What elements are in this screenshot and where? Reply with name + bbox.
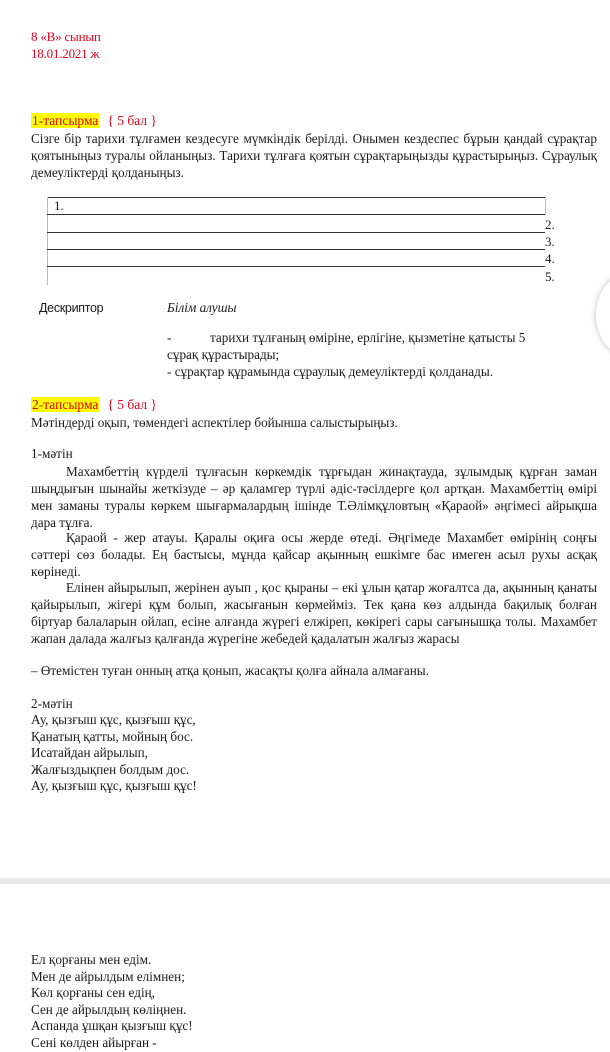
poem-line: Аспанда ұшқан қызғыш құс!: [31, 1018, 193, 1034]
descriptor-label: Дескриптор: [39, 301, 104, 315]
answer-line-2: [47, 232, 545, 233]
descriptor-item-1-dash: -: [167, 330, 172, 345]
task2-points: { 5 бал }: [107, 397, 157, 412]
text2-label: 2-мәтін: [31, 696, 73, 711]
descriptor-item-1-cont: сұрақ құрастырады;: [167, 347, 280, 362]
poem-line: Сені көлден айырған -: [31, 1034, 157, 1050]
answer-line-number: 5.: [545, 269, 555, 284]
answer-line-top: [47, 197, 545, 198]
task1-points: { 5 бал }: [107, 113, 157, 128]
descriptor-item-1: тарихи тұлғаның өміріне, ерлігіне, қызметіне қатысты 5: [210, 330, 526, 345]
poem-line: Мен де айрылдым елімнен;: [31, 968, 185, 984]
task1-heading: [31, 113, 157, 129]
poem-line: Қанатың қатты, мойның бос.: [31, 728, 194, 744]
text1-label: 1-мәтін: [31, 446, 73, 461]
task2-heading: [31, 397, 157, 413]
answer-line-number: 4.: [545, 251, 555, 266]
answer-line-4: [47, 266, 545, 267]
answer-line-number: 1.: [54, 198, 64, 213]
task1-instruction: Сізге бір тарихи тұлғамен кездесуге мүмкіндік берілді. Онымен кездеспес бұрын қандай сұрақтар қоятыныңыз туралы ойланыңыз. Тарихи тұлғаға қоятын сұрақтарыңызды құрастырыңыз. Сұраулық демеуліктерді қолданыңыз.: [31, 131, 597, 180]
document-page-2: [0, 884, 610, 1050]
class-line: 8 «В» сынып: [31, 29, 101, 44]
text1-paragraph-2: Қараой - жер атауы. Қаралы оқиға осы жерде өтеді. Әңгімеде Махамбет өмірінің соңғы сәттері сөз болады. Ең бастысы, мұнда қайсар ақынның ешкімге бас имеген асыл рухы асқақ көрінеді.: [31, 530, 597, 579]
text1-paragraph-3: Елінен айырылып, жерінен ауып , қос қыраны – екі ұлын қатар жоғалтса да, ақынның қанаты қайырылып, жігері құм болып, жасығанын көрмейміз. Тек қана көз алдында бақилық болған біртуар балаларын ойлап, есіне алғанда жүрегі елжіреп, көкірегі сары сағынышқа толы. Махамбет жапан далада жалғыз қалғанда жүрегіне жебедей қадалатын жалғыз жарасы: [31, 580, 597, 646]
task2-instruction: Мәтіндерді оқып, төмендегі аспектілер бойынша салыстырыңыз.: [31, 415, 398, 430]
poem-line: Ау, қызғыш құс, қызғыш құс!: [31, 778, 197, 794]
poem-stanza-2: [31, 952, 193, 1052]
poem-line: Исатайдан айрылып,: [31, 745, 148, 761]
answer-line-number: 3.: [545, 234, 555, 249]
poem-line: Ел қорғаны мен едім.: [31, 952, 152, 967]
answer-line-number: 2.: [545, 217, 555, 232]
descriptor-learner: Білім алушы: [167, 300, 237, 315]
date-line: 18.01.2021 ж: [31, 46, 100, 61]
poem-stanza-1: [31, 712, 197, 795]
task1-title: 1-тапсырма: [32, 113, 99, 128]
text1-paragraph-4: – Өтемістен туған онның атқа қонып, жасақты қолға айнала алмағаны.: [31, 663, 429, 678]
answer-box-right: [545, 197, 546, 215]
answer-box-left: [47, 197, 48, 285]
poem-line: Жалғыздықпен болдым дос.: [31, 761, 190, 777]
poem-line: Көл қорғаны сен едің,: [31, 985, 155, 1001]
answer-line-1: [47, 214, 545, 215]
text1-paragraph-1: Махамбеттің күрделі тұлғасын көркемдік тұрғыдан жинақтауда, зұлымдық құрған заман шыңдығын шынайы жеткізуде – әр қаламгер түрлі әдіс-тәсілдерге қол артқан. Махамбеттің өмірі мен заманы туралы көркем шығармалардың ішінде Т.Әлімқұловтың «Қараой» әңгімесі айрықша дара тұлға.: [31, 464, 597, 530]
descriptor-item-2: - сұрақтар құрамында сұраулық демеуліктерді қолданады.: [167, 364, 493, 379]
poem-line: Сен де айрылдың көліңнен.: [31, 1001, 187, 1017]
task2-title: 2-тапсырма: [32, 397, 99, 412]
answer-line-3: [47, 249, 545, 250]
poem-line: Ау, қызғыш құс, қызғыш құс,: [31, 712, 196, 727]
scroll-side-handle[interactable]: [596, 275, 610, 355]
